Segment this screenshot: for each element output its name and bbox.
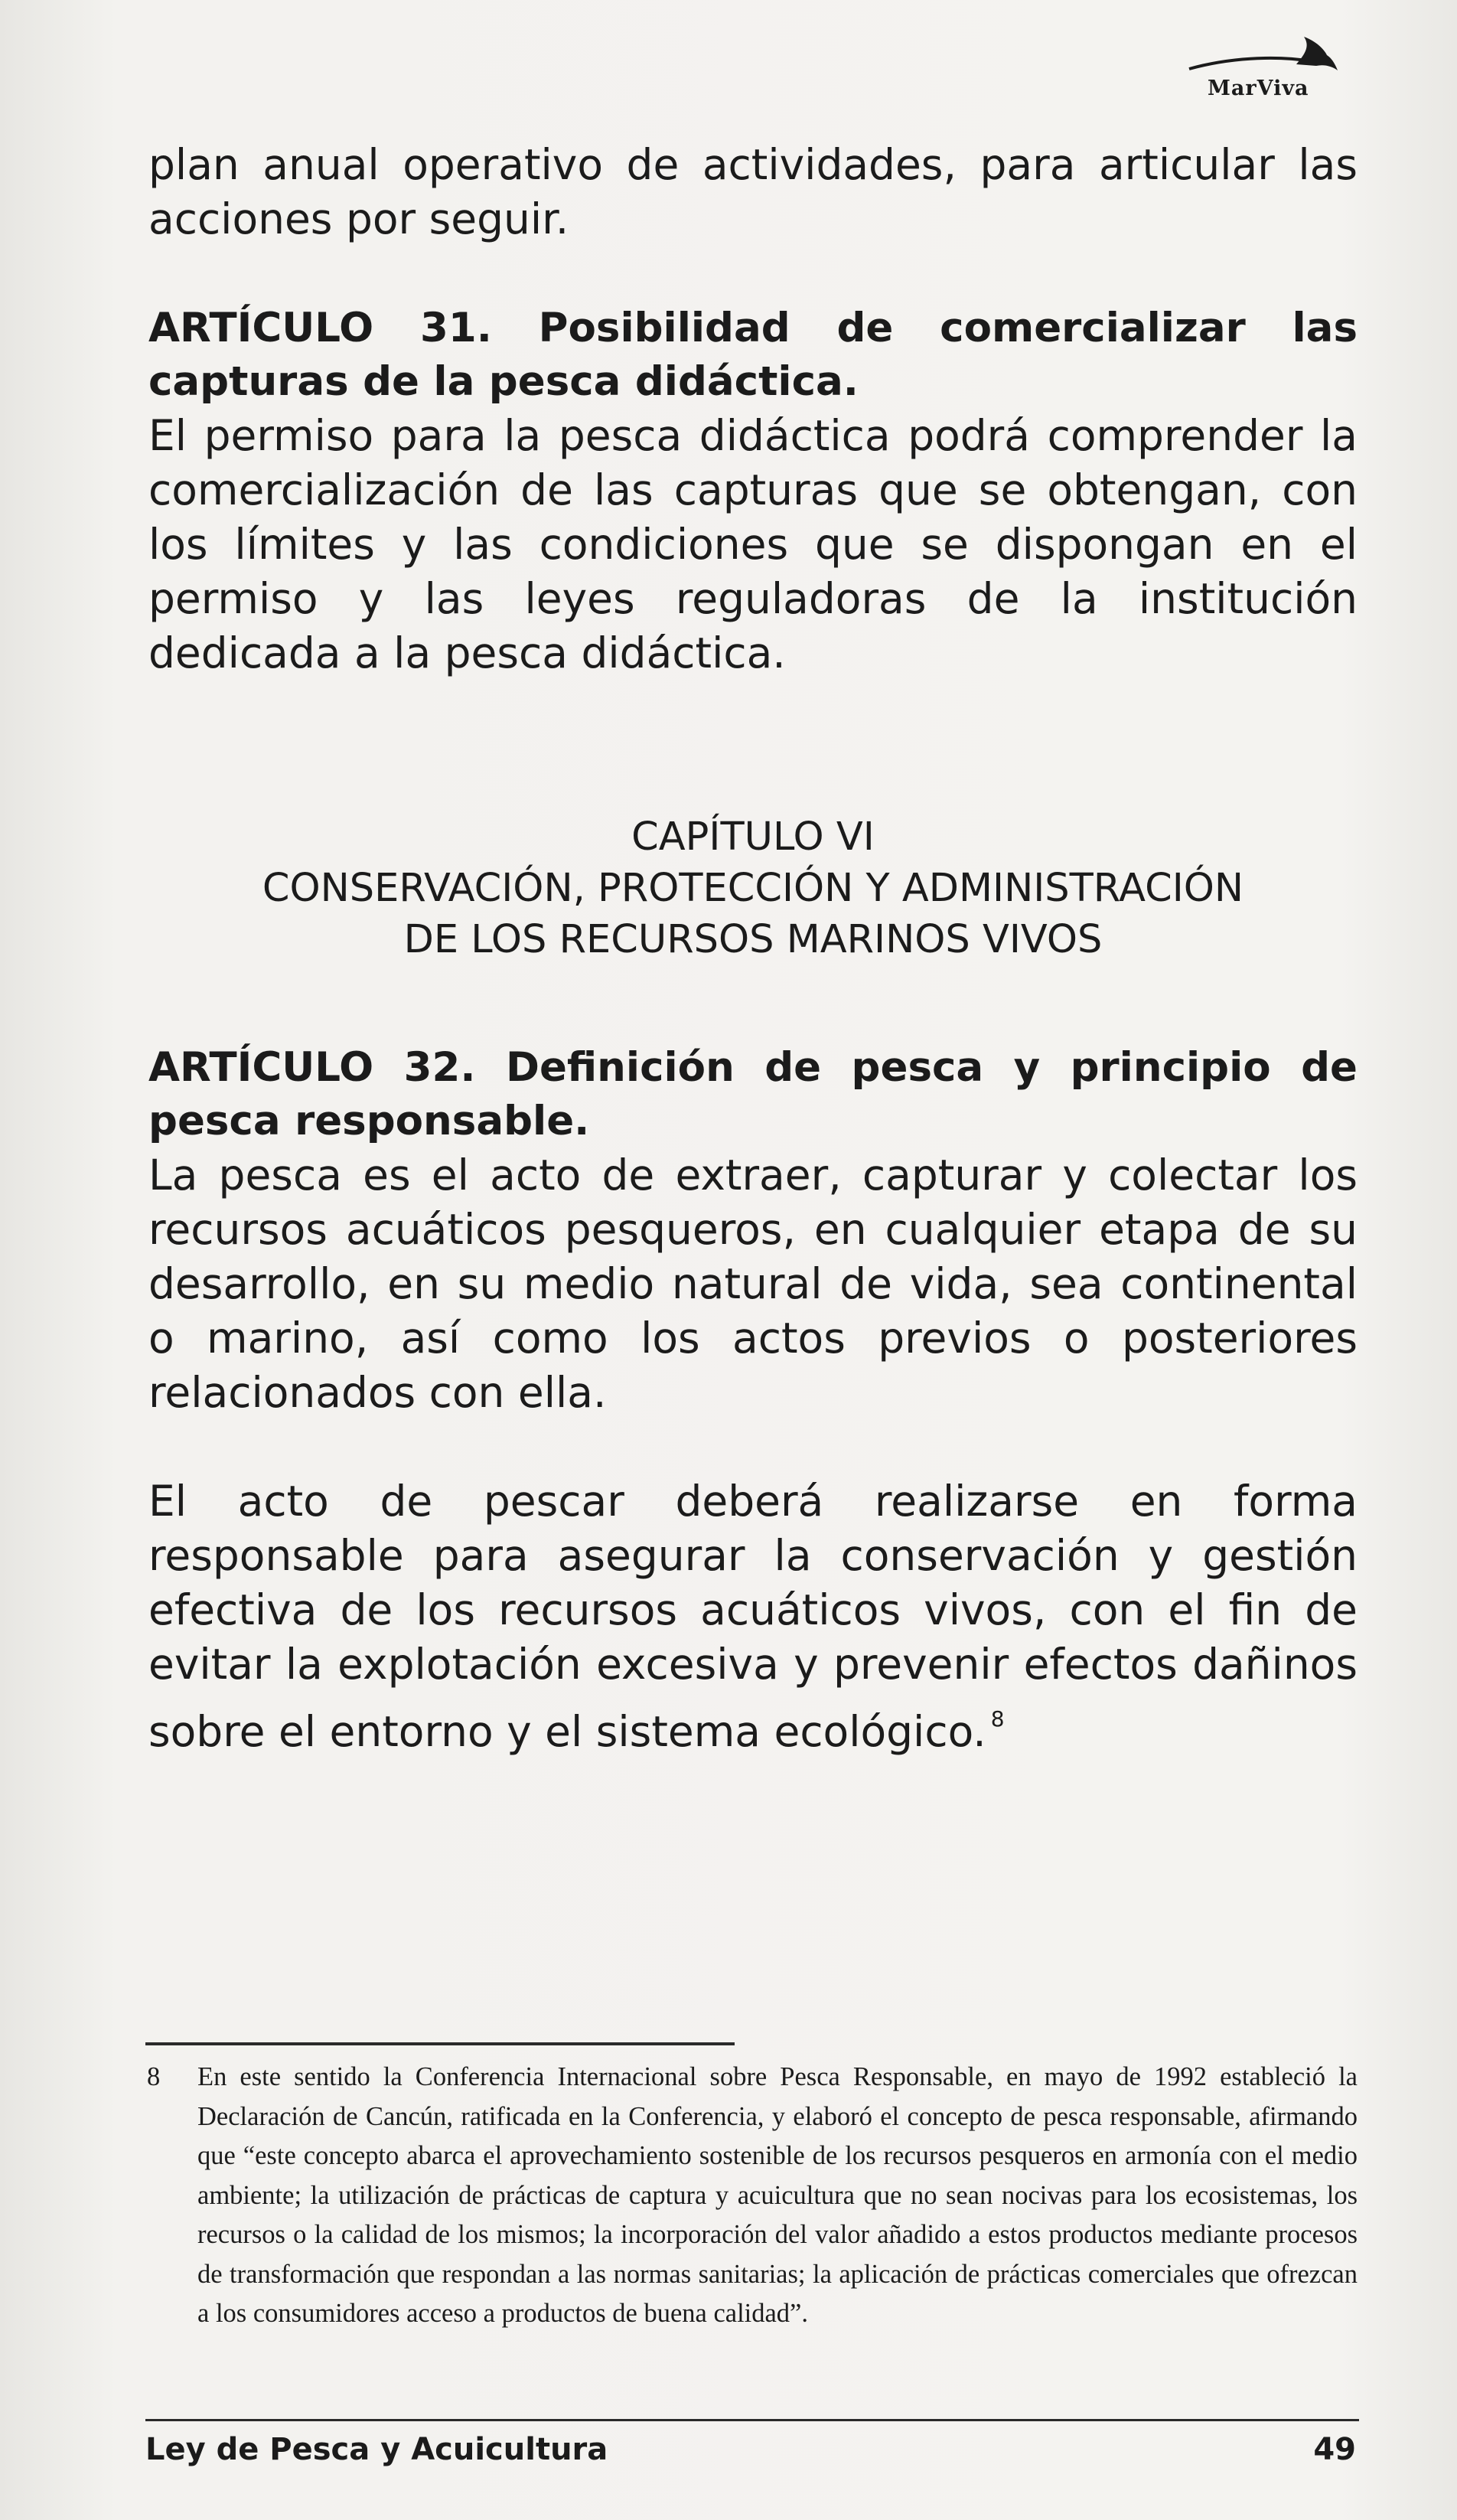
article-32-body-1: La pesca es el acto de extraer, capturar y colectar los recursos acuáticos pesqueros, en cualquier etapa de su desarrollo, en su medio natural de vida, sea continental o marino, así como los actos previos o posteriores relacionados con ella. [148, 1151, 1358, 1417]
article-32-title: ARTÍCULO 32. Definición de pesca y principio de pesca responsable. [148, 1044, 1358, 1144]
logo-text: MarViva [1208, 77, 1309, 100]
paragraph-continuation: plan anual operativo de actividades, para articular las acciones por seguir. [148, 140, 1358, 243]
article-31-body: El permiso para la pesca didáctica podrá comprender la comercialización de las capturas que se obtengan, con los límites y las condiciones que se dispongan en el permiso y las leyes reguladoras de la institución dedicada a la pesca didáctica. [148, 411, 1358, 677]
footer-book-title: Ley de Pesca y Acuicultura [145, 2432, 608, 2467]
article-32 [148, 1041, 1358, 1759]
article-31-title: ARTÍCULO 31. Posibilidad de comercializar las capturas de la pesca didáctica. [148, 305, 1358, 405]
intro-paragraph-block [148, 138, 1358, 246]
footnote-separator [145, 2042, 735, 2045]
marviva-logo [1182, 31, 1342, 107]
chapter-heading [148, 811, 1358, 965]
chapter-title-line-1: CONSERVACIÓN, PROTECCIÓN Y ADMINISTRACIÓN [262, 866, 1244, 911]
article-32-body-2 [148, 1474, 1358, 1759]
footnote-number: 8 [147, 2062, 161, 2091]
footnote [147, 2058, 1358, 2334]
article-32-body-2-text: El acto de pescar deberá realizarse en forma responsable para asegurar la conservación y gestión efectiva de los recursos acuáticos vivos, con el fin de evitar la explotación excesiva y prevenir efectos dañinos sobre el entorno y el sistema ecológico. [148, 1477, 1358, 1756]
footnote-reference[interactable]: 8 [990, 1706, 1005, 1732]
article-31 [148, 302, 1358, 681]
footer-separator [145, 2419, 1359, 2421]
page-number: 49 [1313, 2432, 1356, 2467]
footnote-text: En este sentido la Conferencia Internacional sobre Pesca Responsable, en mayo de 1992 estableció la Declaración de Cancún, ratificada en la Conferencia, y elaboró el concepto de pesca responsable, afirmando que “este concepto abarca el aprovechamiento sostenible de los recursos pesqueros en armonía con el medio ambiente; la utilización de prácticas de captura y acuicultura que no sean nocivas para los ecosistemas, los recursos o la calidad de los mismos; la incorporación del valor añadido a estos productos mediante procesos de transformación que respondan a las normas sanitarias; la aplicación de prácticas comerciales que ofrezcan a los consumidores acceso a productos de buena calidad”. [197, 2062, 1358, 2328]
chapter-number: CAPÍTULO VI [631, 814, 875, 860]
chapter-title-line-2: DE LOS RECURSOS MARINOS VIVOS [403, 917, 1103, 962]
